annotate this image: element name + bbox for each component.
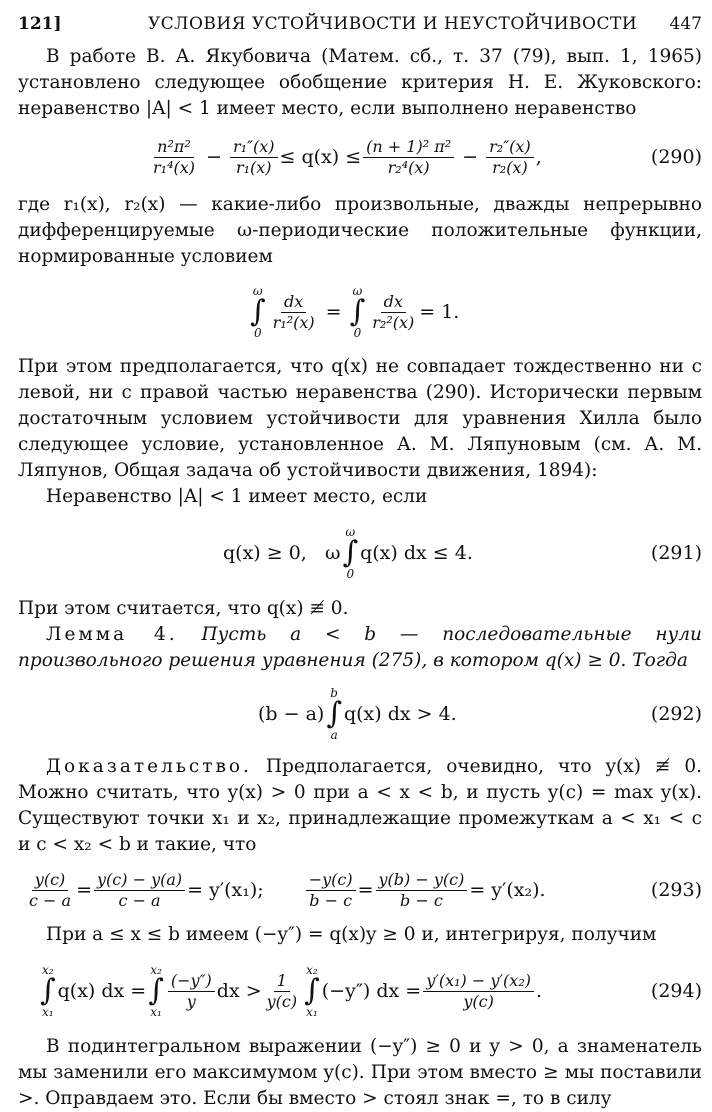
- paragraph-nonzero: При этом считается, что q(x) ≢ 0.: [18, 598, 349, 619]
- eq294-i1: q(x) dx =: [57, 980, 147, 1002]
- equation-number-293: (293): [650, 879, 702, 901]
- page-number: 447: [669, 14, 702, 34]
- eq294-lower-2: x₁: [150, 1005, 162, 1019]
- eq294-frac-num: (−y″): [168, 971, 215, 992]
- eq291-upper: ω: [345, 525, 356, 539]
- proof-heading: Доказательство.: [46, 756, 252, 777]
- eq292-upper: b: [330, 686, 338, 700]
- norm-num-1: dx: [281, 292, 306, 313]
- equation-290: $\frac{\text{n²π²}}{\text{r₁⁴(x)}}$ − $\frac{\text{r₁″(x)}}{\text{r₁(x)}}$ ≤ q(x) ≤ $\frac{\text{(n + 1)² π²}}{\text{r₂⁴(x)}}$ − $\frac{\text{r₂″(x)}}{\text{r₂(x)}}$ , (290): [18, 122, 702, 192]
- eq291-coef: ω: [324, 542, 341, 564]
- paragraph-lemma: [18, 622, 702, 674]
- equation-291: [18, 510, 702, 596]
- eq294-r-num: y′(x₁) − y′(x₂): [423, 971, 534, 992]
- eq294-r-den: y(c): [463, 991, 494, 1011]
- eq294-lower-3: x₁: [306, 1005, 318, 1019]
- eq293-f3-den: b − c: [309, 890, 353, 910]
- paragraph-r-functions: где r₁(x), r₂(x) — какие-либо произвольные, дважды непрерывно дифференцируемые ω-периодические положительные функции, нормированные условием: [18, 194, 702, 267]
- eq293-f3-num: −y(c): [306, 870, 356, 891]
- norm-upper-1: ω: [252, 284, 263, 298]
- section-number: 121]: [18, 14, 62, 34]
- eq293-f1-num: y(c): [32, 870, 68, 891]
- eq290-rhs-den: r₂⁴(x): [387, 157, 430, 177]
- page: [18, 10, 702, 1112]
- integral-sign-icon: ∫: [250, 294, 266, 329]
- paragraph-denominator: В подинтегральном выражении (−y″) ≥ 0 и y > 0, а знаменатель мы заменили его максимумом y(c). При этом вместо ≥ мы поставили >. Оправдаем это. Если бы вместо > стоял знак =, то в силу: [18, 1036, 702, 1109]
- running-header: [18, 10, 702, 44]
- integral-sign-icon: ∫: [304, 973, 320, 1008]
- integral-sign-icon: ∫: [342, 535, 359, 570]
- equation-number-290: (290): [650, 146, 702, 168]
- eq292-integrand: q(x) dx > 4.: [343, 703, 457, 725]
- eq290-lhs-den: r₁⁴(x): [153, 157, 195, 177]
- eq293-r2: = y′(x₂).: [469, 879, 546, 901]
- norm-upper-2: ω: [352, 284, 363, 298]
- eq294-frac-den: y: [186, 991, 196, 1011]
- eq290-rhs2-num: r₂″(x): [486, 137, 534, 158]
- eq293-r1: = y′(x₁);: [187, 879, 264, 901]
- eq293-f2-den: c − a: [118, 890, 161, 910]
- equation-number-292: (292): [650, 703, 702, 725]
- eq290-lhs2-num: r₁″(x): [230, 137, 278, 158]
- eq294-lower-1: x₁: [42, 1005, 54, 1019]
- paragraph-integrating: При a ≤ x ≤ b имеем (−y″) = q(x)y ≥ 0 и, интегрируя, получим: [46, 924, 657, 945]
- lemma-statement: Пусть a < b — последовательные нули произвольного решения уравнения (275), в котором q(x) ≥ 0. Тогда: [18, 624, 702, 671]
- eq294-upper-2: x₂: [150, 963, 162, 977]
- eq290-rhs-num: (n + 1)² π²: [363, 137, 454, 158]
- equation-293: $\frac{y(c)}{c - a}$ = $\frac{y(c) - y(a)}{c - a}$ = y′(x₁); $\frac{-y(c)}{b - c}$ = $\frac{y(b) - y(c)}{b - c}$ = y′(x₂). (293): [18, 858, 702, 922]
- eq290-lhs2-den: r₁(x): [235, 157, 272, 177]
- eq291-integrand: q(x) dx ≤ 4.: [360, 542, 473, 564]
- paragraph-proof: [18, 754, 702, 858]
- norm-num-2: dx: [381, 292, 406, 313]
- eq294-i3: (−y″) dx =: [321, 980, 422, 1002]
- eq293-f4-num: y(b) − y(c): [376, 870, 468, 891]
- norm-result: = 1.: [419, 301, 460, 323]
- paragraph-yakubovich: В работе В. А. Якубовича (Матем. сб., т. 37 (79), вып. 1, 1965) установлено следующее обобщение критерия Н. Е. Жуковского: неравенство |A| < 1 имеет место, если выполнено неравенство: [18, 46, 702, 119]
- eq294-k-den: y(c): [266, 991, 298, 1011]
- eq294-i2: dx >: [216, 980, 262, 1002]
- paragraph-lyapunov: При этом предполагается, что q(x) не совпадает тождественно ни с левой, ни с правой частью неравенства (290). Исторически первым достаточным условием устойчивости для уравнения Хилла было следующее условие, установленное А. М. Ляпуновым (см. А. М. Ляпунов, Общая задача об устойчивости движения, 1894):: [18, 356, 702, 481]
- eq293-f1-den: c − a: [29, 890, 72, 910]
- norm-lower-1: 0: [254, 326, 262, 340]
- equation-292: [18, 674, 702, 754]
- eq291-left: q(x) ≥ 0,: [223, 542, 307, 564]
- eq292-lower: a: [330, 728, 338, 742]
- running-title: УСЛОВИЯ УСТОЙЧИВОСТИ И НЕУСТОЙЧИВОСТИ: [148, 14, 638, 34]
- norm-den-1: r₁²(x): [272, 312, 315, 332]
- equation-number-291: (291): [650, 542, 702, 564]
- eq290-lhs-num: n²π²: [154, 137, 194, 158]
- eq293-f2-num: y(c) − y(a): [94, 870, 185, 891]
- norm-lower-2: 0: [353, 326, 362, 340]
- equation-number-294: (294): [650, 980, 702, 1002]
- integral-sign-icon: ∫: [148, 973, 164, 1008]
- eq294-upper-3: x₂: [306, 963, 318, 977]
- integral-sign-icon: ∫: [349, 294, 366, 329]
- eq292-left: (b − a): [258, 703, 325, 725]
- equation-294: x₂ ∫ x₁ q(x) dx = x₂ ∫ x₁ $\frac{(-y'')}{y}$ dx > $\frac{1}{y(c)}$ x₂ ∫ x₁ (−y″) dx = $\frac{\text{y′(x₁) − y′(x₂)}}{y(c)}$ . (294): [18, 948, 702, 1034]
- eq291-lower: 0: [346, 567, 355, 581]
- eq290-rhs2-den: r₂(x): [492, 157, 528, 177]
- proof-text: Предполагается, очевидно, что y(x) ≢ 0. Можно считать, что y(x) > 0 при a < x < b, и пусть y(c) = max y(x). Существуют точки x₁ и x₂, принадлежащие промежуткам a < x₁ < c и c < x₂ < b и такие, что: [18, 756, 702, 855]
- equation-normalization: ω ∫ 0 $\frac{dx}{\text{r₁²(x)}}$ = ω ∫ 0 $\frac{dx}{\text{r₂²(x)}}$ = 1.: [250, 284, 460, 340]
- eq290-mid: ≤ q(x) ≤: [279, 146, 362, 168]
- integral-sign-icon: ∫: [326, 696, 342, 731]
- eq294-k-num: 1: [274, 971, 290, 992]
- eq294-upper-1: x₂: [42, 963, 54, 977]
- integral-sign-icon: ∫: [40, 973, 56, 1008]
- norm-den-2: r₂²(x): [372, 312, 415, 332]
- lemma-heading: Лемма 4.: [46, 624, 178, 645]
- eq293-f4-den: b − c: [400, 890, 443, 910]
- paragraph-inequality: Неравенство |A| < 1 имеет место, если: [46, 486, 428, 507]
